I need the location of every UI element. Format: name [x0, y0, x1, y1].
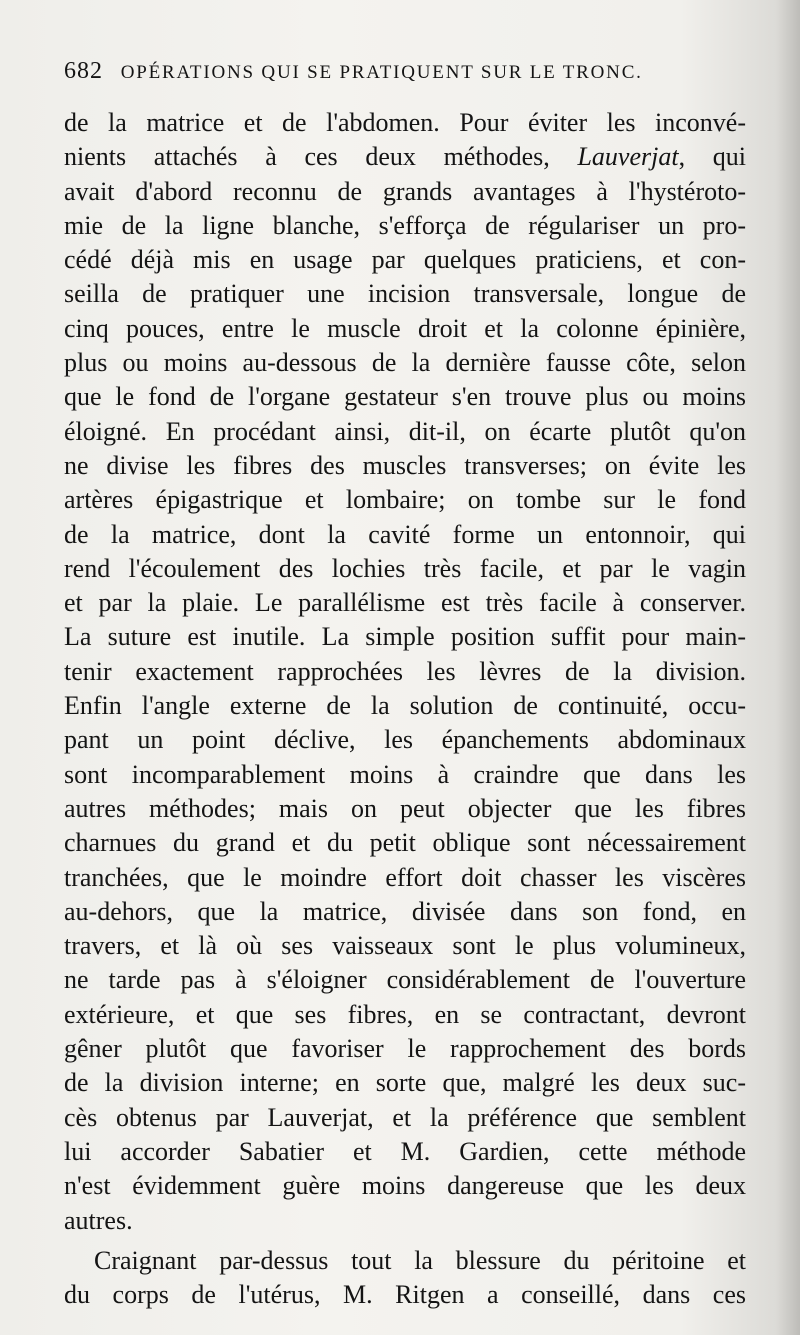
text-line: ne divise les fibres des muscles transverses; on évite les — [64, 450, 746, 480]
text-line: plus ou moins au-dessous de la dernière fausse côte, selon — [64, 348, 746, 378]
text-line: charnues du grand et du petit oblique sont nécessairement — [64, 828, 746, 858]
text-line: tranchées, que le moindre effort doit chasser les viscères — [64, 862, 746, 892]
text-line: cédé déjà mis en usage par quelques praticiens, et con- — [64, 245, 746, 275]
text-line: de la division interne; en sorte que, malgré les deux suc- — [64, 1068, 746, 1098]
text-line: La suture est inutile. La simple position suffit pour main- — [64, 622, 746, 652]
text-line: lui accorder Sabatier et M. Gardien, cette méthode — [64, 1136, 746, 1166]
text-line: de la matrice et de l'abdomen. Pour éviter les inconvé- — [64, 108, 746, 137]
text-line: pant un point déclive, les épanchements abdominaux — [64, 725, 746, 755]
text-line: cinq pouces, entre le muscle droit et la colonne épinière, — [64, 313, 746, 343]
text-line: Craignant par-dessus tout la blessure du péritoine et — [94, 1245, 746, 1275]
text-line: n'est évidemment guère moins dangereuse que les deux — [64, 1171, 746, 1201]
page-number: 682 — [64, 58, 103, 84]
body-text — [64, 106, 746, 1312]
text-line: tenir exactement rapprochées les lèvres de la division. — [64, 656, 746, 686]
text-line: du corps de l'utérus, M. Ritgen a conseillé, dans ces — [64, 1280, 746, 1310]
text-line: extérieure, et que ses fibres, en se contractant, devront — [64, 999, 746, 1029]
text-line: seilla de pratiquer une incision transversale, longue de — [64, 279, 746, 309]
running-title: OPÉRATIONS QUI SE PRATIQUENT SUR LE TRONC. — [120, 62, 643, 83]
text-line: de la matrice, dont la cavité forme un entonnoir, qui — [64, 519, 746, 549]
text-line: éloigné. En procédant ainsi, dit-il, on écarte plutôt qu'on — [64, 416, 746, 446]
text-line: cès obtenus par Lauverjat, et la préférence que semblent — [64, 1102, 746, 1132]
text-line: gêner plutôt que favoriser le rapprochement des bords — [64, 1034, 746, 1064]
author-name-italic: Lauverjat — [577, 142, 679, 172]
text-line: sont incomparablement moins à craindre que dans les — [64, 759, 746, 789]
running-head — [64, 58, 724, 88]
text-line: rend l'écoulement des lochies très facile, et par le vagin — [64, 553, 746, 583]
text-line: mie de la ligne blanche, s'efforça de régulariser un pro- — [64, 210, 746, 240]
text-line: autres méthodes; mais on peut objecter que les fibres — [64, 793, 746, 823]
text-line: artères épigastrique et lombaire; on tombe sur le fond — [64, 485, 746, 515]
text-line: que le fond de l'organe gestateur s'en trouve plus ou moins — [64, 382, 746, 412]
text-line: au-dehors, que la matrice, divisée dans son fond, en — [64, 896, 746, 926]
text-line: travers, et là où ses vaisseaux sont le plus volumineux, — [64, 931, 746, 961]
text-line: Enfin l'angle externe de la solution de continuité, occu- — [64, 691, 746, 721]
text-line: autres. — [64, 1205, 133, 1235]
text-line: avait d'abord reconnu de grands avantages à l'hystéroto- — [64, 176, 746, 206]
text-line: et par la plaie. Le parallélisme est très facile à conserver. — [64, 588, 746, 618]
text-line: nients attachés à ces deux méthodes, Lauverjat, qui — [64, 142, 746, 172]
text-line: ne tarde pas à s'éloigner considérablement de l'ouverture — [64, 965, 746, 995]
